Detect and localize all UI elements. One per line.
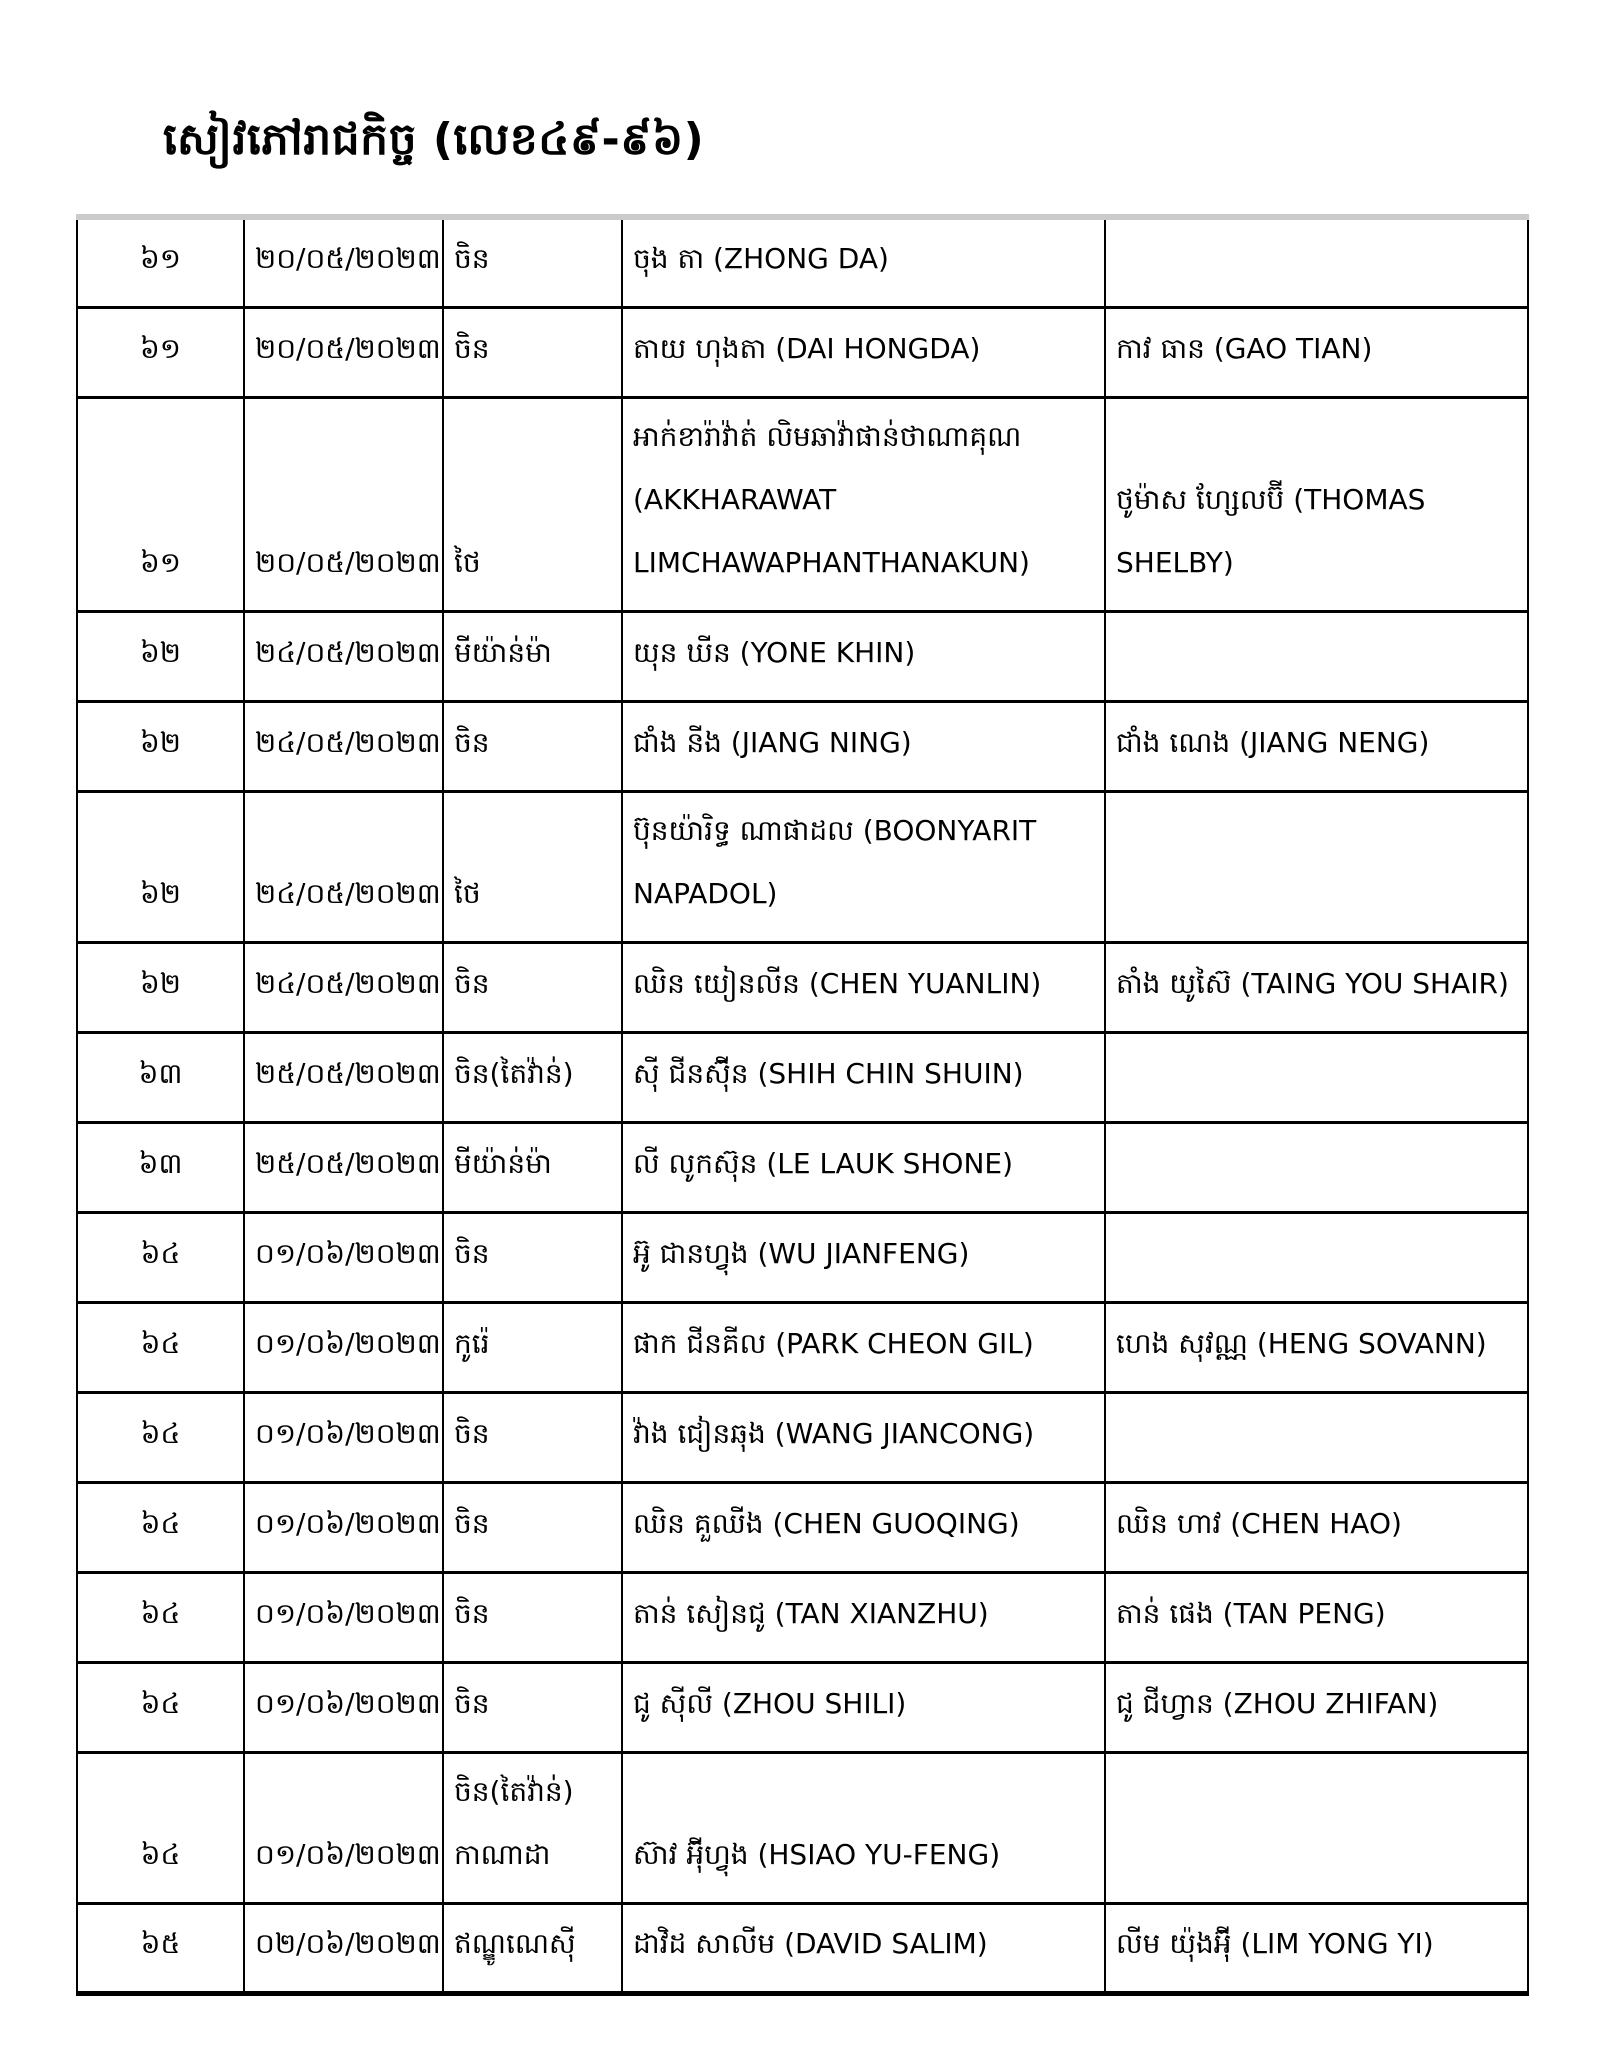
- cell-name-secondary: ជាំង ណេង (JIANG NENG): [1105, 701, 1528, 791]
- cell-number: ៦២: [77, 791, 244, 942]
- table-row: [77, 217, 1528, 307]
- cell-name-secondary: [1105, 217, 1528, 307]
- cell-name-primary: អាក់ខារ៉ាវ៉ាត់ លិមឆាវ៉ាផាន់ថាណាគុណ (AKKHARAWAT LIMCHAWAPHANTHANAKUN): [622, 397, 1105, 611]
- table-row: [77, 1572, 1528, 1662]
- records-table: [76, 214, 1529, 1996]
- cell-date: ២០/០៥/២០២៣: [244, 307, 443, 397]
- cell-nationality: ចិន: [443, 1572, 622, 1662]
- cell-nationality: ចិន: [443, 1392, 622, 1482]
- cell-name-primary: ចុង តា (ZHONG DA): [622, 217, 1105, 307]
- cell-name-primary: វ៉ាង ជៀនឆុង (WANG JIANCONG): [622, 1392, 1105, 1482]
- cell-date: ២៤/០៥/២០២៣: [244, 942, 443, 1032]
- cell-name-primary: ឈិន គួឈីង (CHEN GUOQING): [622, 1482, 1105, 1572]
- cell-number: ៦១: [77, 397, 244, 611]
- cell-name-primary: លី លូកស៊ុន (LE LAUK SHONE): [622, 1122, 1105, 1212]
- cell-name-primary: ដាវិដ សាលីម (DAVID SALIM): [622, 1903, 1105, 1993]
- table-row: [77, 1752, 1528, 1903]
- cell-number: ៦១: [77, 307, 244, 397]
- cell-name-primary: តាន់ សៀនជូ (TAN XIANZHU): [622, 1572, 1105, 1662]
- cell-date: ០២/០៦/២០២៣: [244, 1903, 443, 1993]
- cell-nationality: ចិន(តៃវ៉ាន់): [443, 1032, 622, 1122]
- table-row: [77, 942, 1528, 1032]
- table-row: [77, 397, 1528, 611]
- cell-name-primary: យុន ឃីន (YONE KHIN): [622, 611, 1105, 701]
- cell-nationality: កូរ៉េ: [443, 1302, 622, 1392]
- cell-nationality: ចិន(តៃវ៉ាន់) កាណាដា: [443, 1752, 622, 1903]
- table-row: [77, 1032, 1528, 1122]
- cell-number: ៦២: [77, 611, 244, 701]
- cell-number: ៦៣: [77, 1122, 244, 1212]
- cell-name-secondary: [1105, 791, 1528, 942]
- cell-number: ៦៤: [77, 1212, 244, 1302]
- cell-date: ២០/០៥/២០២៣: [244, 217, 443, 307]
- cell-date: ២៥/០៥/២០២៣: [244, 1122, 443, 1212]
- cell-date: ២៥/០៥/២០២៣: [244, 1032, 443, 1122]
- table-row: [77, 1392, 1528, 1482]
- cell-name-primary: ស៊ី ជីនស៊ុីន (SHIH CHIN SHUIN): [622, 1032, 1105, 1122]
- table-row: [77, 1122, 1528, 1212]
- cell-name-secondary: [1105, 1212, 1528, 1302]
- cell-name-primary: ជូ ស៊ីលី (ZHOU SHILI): [622, 1662, 1105, 1752]
- cell-number: ៦២: [77, 701, 244, 791]
- cell-number: ៦១: [77, 217, 244, 307]
- cell-nationality: ចិន: [443, 217, 622, 307]
- cell-name-secondary: លីម យ៉ុងអ៊ុី (LIM YONG YI): [1105, 1903, 1528, 1993]
- cell-date: ០១/០៦/២០២៣: [244, 1572, 443, 1662]
- cell-date: ០១/០៦/២០២៣: [244, 1392, 443, 1482]
- cell-name-primary: ផាក ជីនគីល (PARK CHEON GIL): [622, 1302, 1105, 1392]
- table-row: [77, 1903, 1528, 1993]
- cell-date: ២៤/០៥/២០២៣: [244, 791, 443, 942]
- cell-number: ៦៤: [77, 1572, 244, 1662]
- cell-nationality: មីយ៉ាន់ម៉ា: [443, 1122, 622, 1212]
- cell-number: ៦៣: [77, 1032, 244, 1122]
- cell-name-secondary: ហេង សុវណ្ណ (HENG SOVANN): [1105, 1302, 1528, 1392]
- cell-name-secondary: តាន់ ផេង (TAN PENG): [1105, 1572, 1528, 1662]
- cell-nationality: មីយ៉ាន់ម៉ា: [443, 611, 622, 701]
- page-title: សៀវភៅរាជកិច្ច (លេខ៤៩-៩៦): [163, 114, 705, 165]
- cell-nationality: ឥណ្ឌូណេស៊ី: [443, 1903, 622, 1993]
- table-row: [77, 1212, 1528, 1302]
- cell-name-primary: តាយ ហុងតា (DAI HONGDA): [622, 307, 1105, 397]
- cell-number: ៦៤: [77, 1302, 244, 1392]
- cell-number: ៦៤: [77, 1482, 244, 1572]
- cell-name-secondary: [1105, 1122, 1528, 1212]
- cell-name-secondary: ជូ ជីហ្វាន (ZHOU ZHIFAN): [1105, 1662, 1528, 1752]
- table-row: [77, 307, 1528, 397]
- table-row: [77, 1302, 1528, 1392]
- table-row: [77, 1662, 1528, 1752]
- cell-date: ០១/០៦/២០២៣: [244, 1752, 443, 1903]
- cell-nationality: ចិន: [443, 1482, 622, 1572]
- table-row: [77, 701, 1528, 791]
- table-row: [77, 611, 1528, 701]
- cell-number: ៦៤: [77, 1662, 244, 1752]
- cell-number: ៦៤: [77, 1392, 244, 1482]
- table-row: [77, 791, 1528, 942]
- cell-nationality: ចិន: [443, 701, 622, 791]
- cell-name-primary: ស៊ាវ អ៊ុីហ្វុង (HSIAO YU-FENG): [622, 1752, 1105, 1903]
- cell-date: ០១/០៦/២០២៣: [244, 1302, 443, 1392]
- cell-nationality: ចិន: [443, 1662, 622, 1752]
- cell-name-secondary: កាវ ធាន (GAO TIAN): [1105, 307, 1528, 397]
- cell-name-primary: អ៊ូ ជានហ្វុង (WU JIANFENG): [622, 1212, 1105, 1302]
- cell-date: ២០/០៥/២០២៣: [244, 397, 443, 611]
- cell-nationality: ថៃ: [443, 397, 622, 611]
- cell-date: ០១/០៦/២០២៣: [244, 1212, 443, 1302]
- cell-name-secondary: [1105, 611, 1528, 701]
- cell-name-secondary: [1105, 1392, 1528, 1482]
- cell-name-secondary: [1105, 1752, 1528, 1903]
- cell-number: ៦២: [77, 942, 244, 1032]
- cell-number: ៦៤: [77, 1752, 244, 1903]
- cell-nationality: ចិន: [443, 307, 622, 397]
- cell-number: ៦៥: [77, 1903, 244, 1993]
- cell-nationality: ថៃ: [443, 791, 622, 942]
- cell-name-primary: ប៊ុនយ៉ារិទ្ធ ណាផាដល (BOONYARIT NAPADOL): [622, 791, 1105, 942]
- cell-name-primary: ជាំង នីង (JIANG NING): [622, 701, 1105, 791]
- cell-name-secondary: ថូម៉ាស ហ្សែលប៊ី (THOMAS SHELBY): [1105, 397, 1528, 611]
- cell-name-primary: ឈិន យៀនលីន (CHEN YUANLIN): [622, 942, 1105, 1032]
- cell-name-secondary: តាំង យូស៊ៃ (TAING YOU SHAIR): [1105, 942, 1528, 1032]
- cell-nationality: ចិន: [443, 942, 622, 1032]
- cell-name-secondary: ឈិន ហាវ (CHEN HAO): [1105, 1482, 1528, 1572]
- table-row: [77, 1482, 1528, 1572]
- cell-name-secondary: [1105, 1032, 1528, 1122]
- cell-nationality: ចិន: [443, 1212, 622, 1302]
- records-table-body: [77, 217, 1528, 1993]
- cell-date: ០១/០៦/២០២៣: [244, 1482, 443, 1572]
- cell-date: ២៤/០៥/២០២៣: [244, 611, 443, 701]
- cell-date: ២៤/០៥/២០២៣: [244, 701, 443, 791]
- cell-date: ០១/០៦/២០២៣: [244, 1662, 443, 1752]
